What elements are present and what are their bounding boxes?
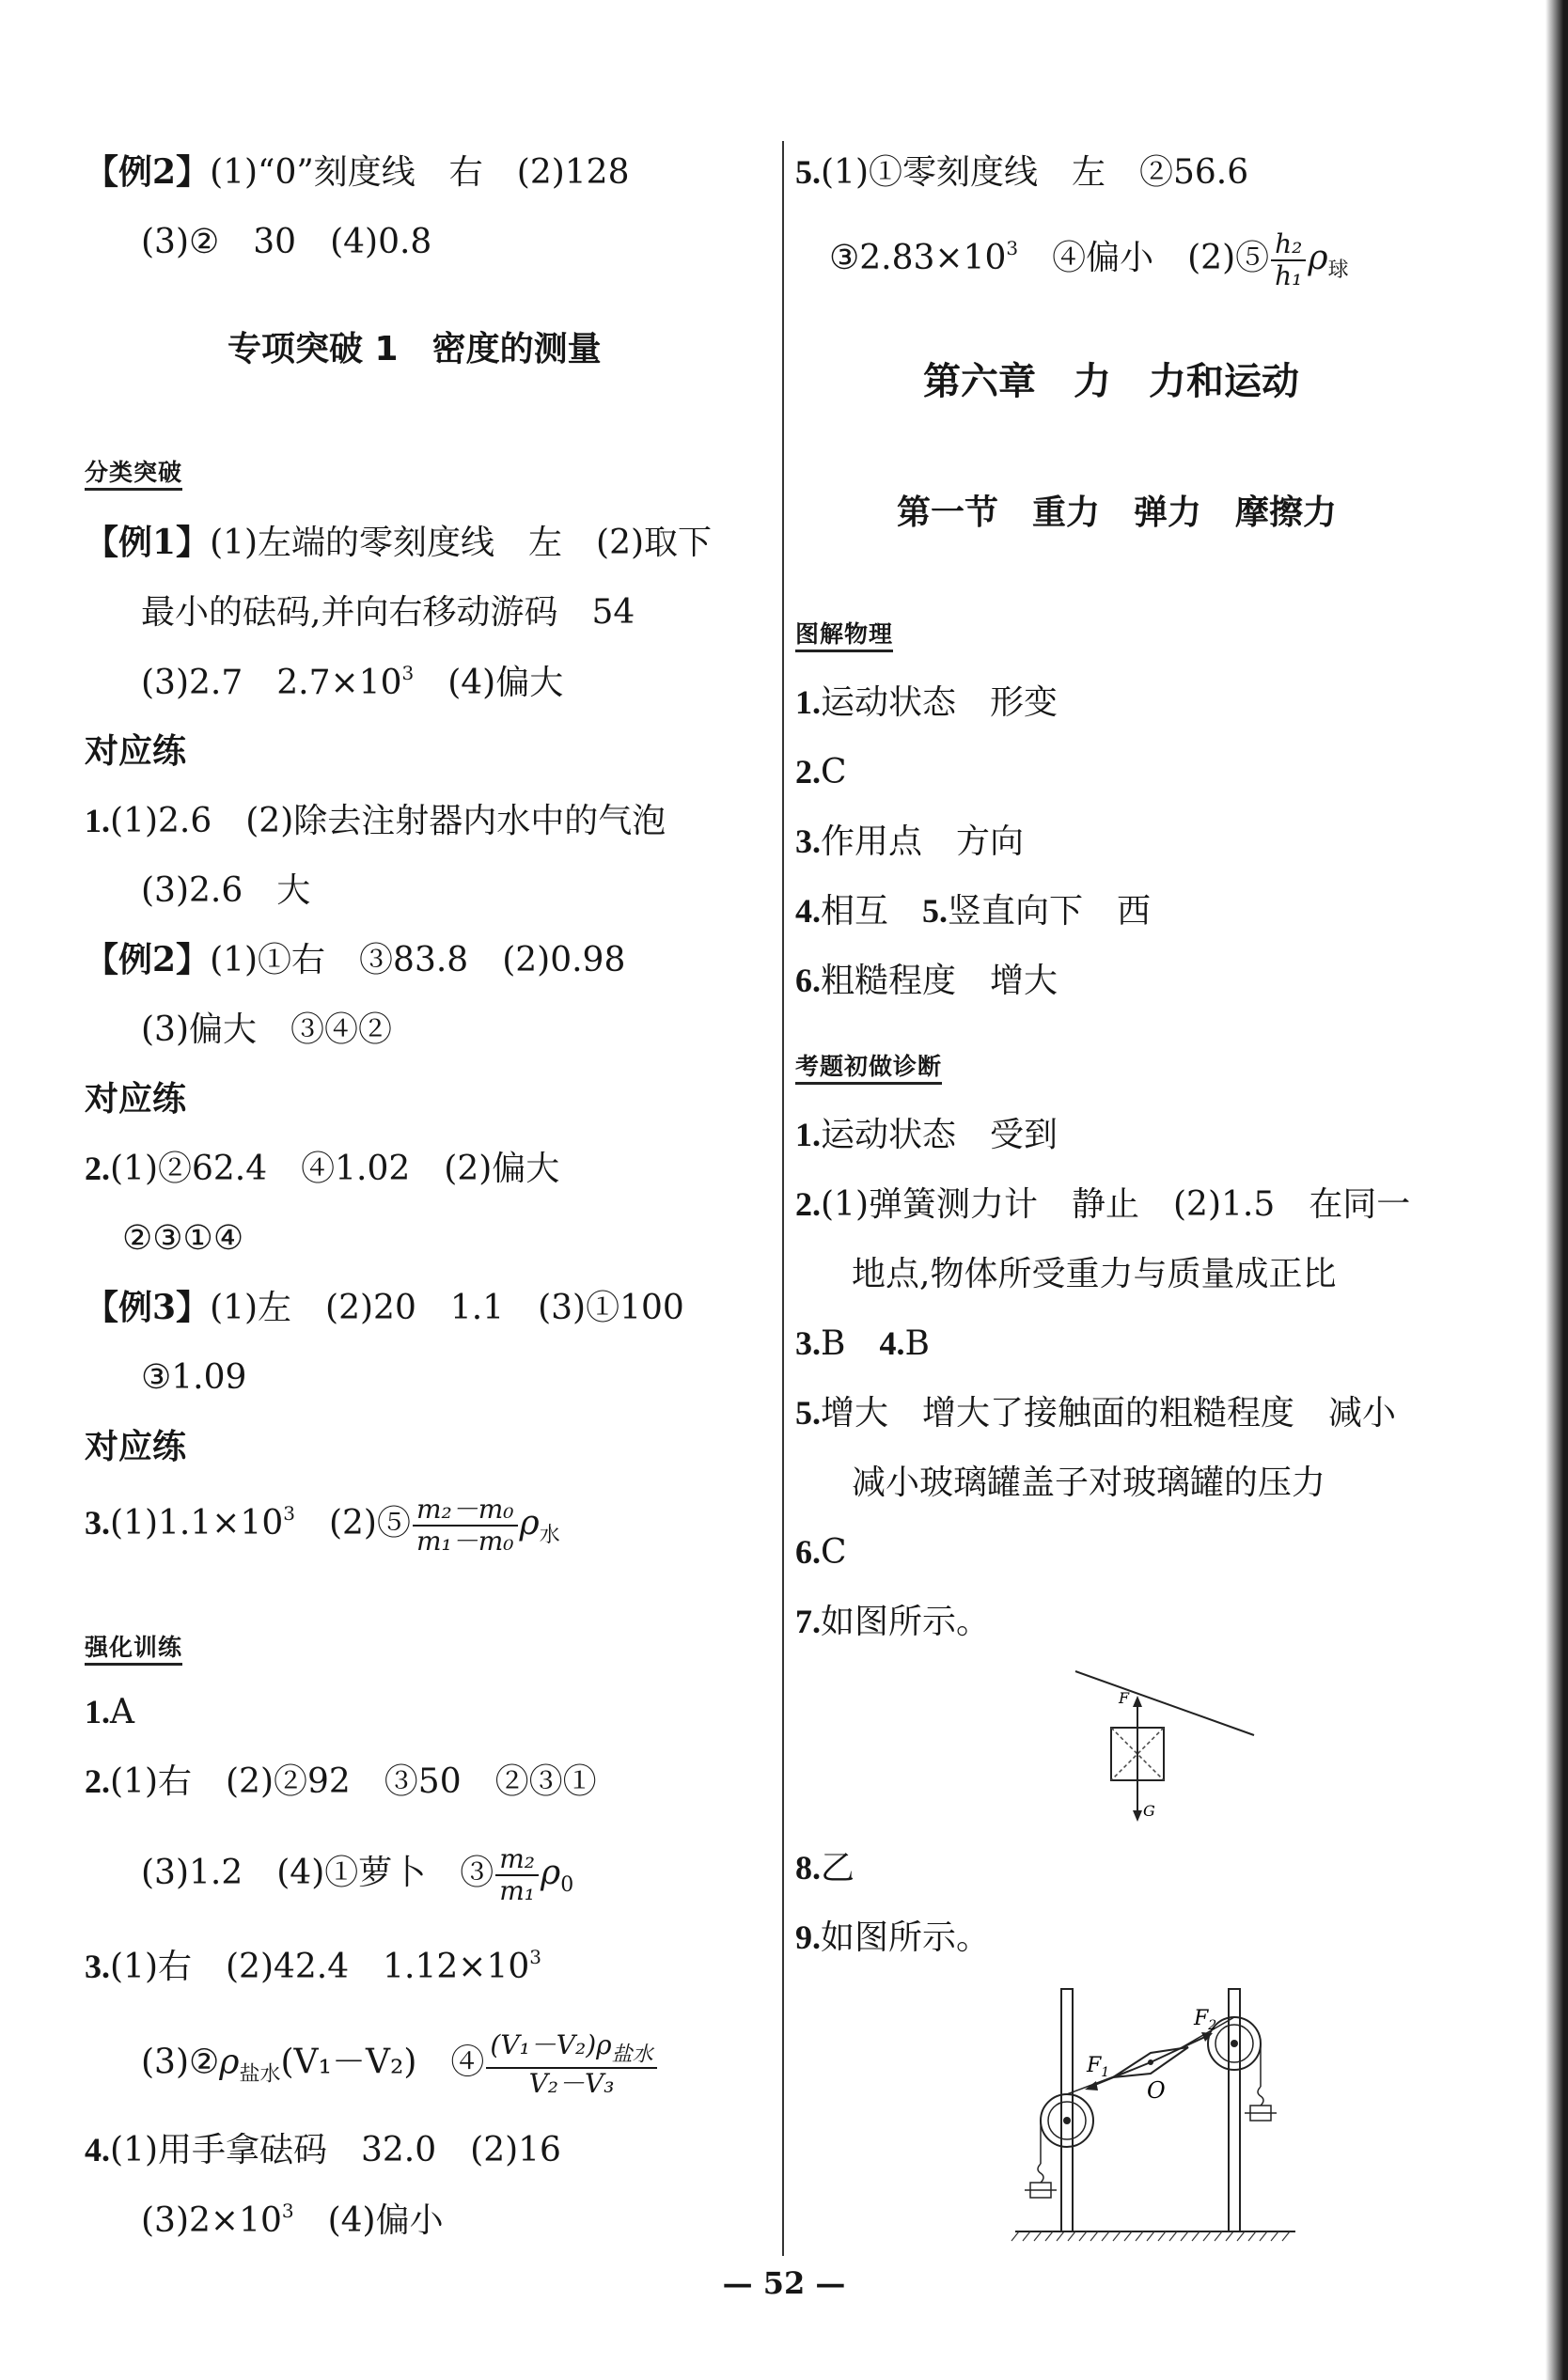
example-1-line-1: 【例1】(1)左端的零刻度线 左 (2)取下 bbox=[85, 523, 713, 562]
kaoti-8: 8.乙 bbox=[795, 1849, 855, 1887]
tag-kaoti: 考题初做诊断 bbox=[795, 1043, 942, 1084]
kaoti-5-line-2: 减小玻璃罐盖子对玻璃罐的压力 bbox=[852, 1464, 1326, 1502]
incline-line bbox=[1075, 1671, 1254, 1735]
fraction-height-ratio: $\frac{\text{h₂}}{\text{h₁}}$ bbox=[1271, 229, 1306, 291]
practice-1-line-1: 1.(1)2.6 (2)除去注射器内水中的气泡 bbox=[85, 802, 666, 840]
label-f: F bbox=[1119, 1689, 1130, 1707]
tag-tujie: 图解物理 bbox=[795, 611, 893, 651]
kaoti-7: 7.如图所示。 bbox=[795, 1603, 991, 1641]
kaoti-5-line-1: 5.增大 增大了接触面的粗糙程度 减小 bbox=[795, 1394, 1397, 1433]
drill-3-line-2: $(3)②\rho_{盐水}(V_1-V_2)$ ④ $\frac{(V_1-V_2)\rho_{盐水}}{\text{V₂－V₃}}$ bbox=[85, 2030, 659, 2099]
fraction-density-formula: $\frac{\text{m₂－m₀}}{\text{m₁－m₀}}$ bbox=[413, 1495, 518, 1557]
kaoti-1: 1.运动状态 受到 bbox=[795, 1116, 1058, 1154]
tujie-2: 2.C bbox=[795, 753, 847, 791]
tujie-6: 6.粗糙程度 增大 bbox=[795, 962, 1058, 1000]
example-2b-line-2: (3)偏大 ③④② bbox=[141, 1010, 392, 1049]
example-2b-line-1: 【例2】(1)①右 ③83.8 (2)0.98 bbox=[85, 940, 626, 979]
practice-3-line: $3.(1)1.1\times 10^3$ (2)⑤ $\frac{\text{m₂－m₀}}{\text{m₁－m₀}}$ $\rho_水$ bbox=[85, 1494, 560, 1558]
drill-1-line: 1.A bbox=[85, 1693, 134, 1731]
example-2-line-2: (3)② 30 (4)0.8 bbox=[141, 223, 432, 261]
kaoti-6: 6.C bbox=[795, 1533, 847, 1572]
tujie-4-5: 4.相互 5.竖直向下 西 bbox=[795, 892, 1152, 931]
kaoti-2-line-1: 2.(1)弹簧测力计 静止 (2)1.5 在同一 bbox=[795, 1185, 1411, 1224]
tag-fenlei: 分类突破 bbox=[85, 449, 182, 490]
fraction-brine-formula: $\frac{(V_1-V_2)\rho_{盐水}}{\text{V₂－V₃}}$ bbox=[486, 2030, 656, 2099]
duiying-heading-2: 对应练 bbox=[85, 1079, 187, 1119]
drill-4-line-1: 4.(1)用手拿砝码 32.0 (2)16 bbox=[85, 2131, 561, 2169]
example-3-line-2: ③1.09 bbox=[141, 1358, 247, 1397]
left-stand bbox=[1061, 1989, 1073, 2231]
page-number: — 52 — bbox=[722, 2265, 846, 2301]
practice-2-line-2: ②③①④ bbox=[122, 1219, 244, 1258]
drill-3-line-1: 3.(1)右 (2)42.4 $1.12\times 10^3$ bbox=[85, 1946, 542, 1986]
practice-1-line-2: (3)2.6 大 bbox=[141, 871, 311, 910]
example-1-line-2: 最小的砝码,并向右移动游码 54 bbox=[141, 593, 635, 632]
label-g: G bbox=[1143, 1802, 1155, 1820]
ground-hatching bbox=[1011, 2231, 1290, 2241]
chapter-title: 第六章 力 力和运动 bbox=[923, 360, 1299, 403]
label-o: O bbox=[1147, 2077, 1166, 2104]
kaoti-3-4: 3.B 4.B bbox=[795, 1324, 930, 1363]
force-f2-arrow bbox=[1151, 2036, 1207, 2062]
duiying-heading-1: 对应练 bbox=[85, 731, 187, 771]
section-title-density: 专项突破 1 密度的测量 bbox=[227, 330, 602, 368]
drill-2-line-1: 2.(1)右 (2)②92 ③50 ②③① bbox=[85, 1762, 597, 1801]
example-2-line-1: 【例2】(1)“0”刻度线 右 (2)128 bbox=[85, 152, 630, 192]
label-f1: $F_1$ bbox=[1087, 2054, 1110, 2080]
duiying-heading-3: 对应练 bbox=[85, 1427, 187, 1466]
tujie-1: 1.运动状态 形变 bbox=[795, 683, 1058, 722]
figure-9-pulley-diagram bbox=[1010, 1980, 1310, 2252]
answer-5-line-2: $③2.83\times 10^3$ ④偏小 (2)⑤ $\frac{\text{h₂}}{\text{h₁}}$ $\rho_球$ bbox=[829, 228, 1349, 292]
figure-7-incline-diagram bbox=[1066, 1666, 1273, 1831]
scan-edge-shadow bbox=[1545, 0, 1568, 2380]
example-3-line-1: 【例3】(1)左 (2)20 1.1 (3)①100 bbox=[85, 1288, 684, 1327]
practice-2-line-1: 2.(1)②62.4 ④1.02 (2)偏大 bbox=[85, 1150, 560, 1188]
drill-4-line-2: $(3)2\times 10^3$ (4)偏小 bbox=[141, 2200, 444, 2240]
answer-5-line-1: 5.(1)①零刻度线 左 ②56.6 bbox=[795, 153, 1249, 192]
kaoti-9: 9.如图所示。 bbox=[795, 1918, 991, 1957]
label-f2: $F_2$ bbox=[1194, 2007, 1217, 2033]
column-divider bbox=[782, 141, 784, 2256]
drill-2-line-2: (3)1.2 (4)①萝卜 ③ $\frac{\text{m₂}}{\text{m₁}}$ $\rho_0$ bbox=[141, 1843, 574, 1907]
section-title-forces: 第一节 重力 弹力 摩擦力 bbox=[897, 493, 1338, 532]
fraction-mass-ratio: $\frac{\text{m₂}}{\text{m₁}}$ bbox=[495, 1844, 539, 1906]
tag-qianghua: 强化训练 bbox=[85, 1624, 182, 1665]
example-1-line-3: (3)2.7 $2.7\times 10^3$ (4)偏大 bbox=[141, 662, 564, 702]
tujie-3: 3.作用点 方向 bbox=[795, 822, 1025, 861]
kaoti-2-line-2: 地点,物体所受重力与质量成正比 bbox=[852, 1255, 1337, 1293]
